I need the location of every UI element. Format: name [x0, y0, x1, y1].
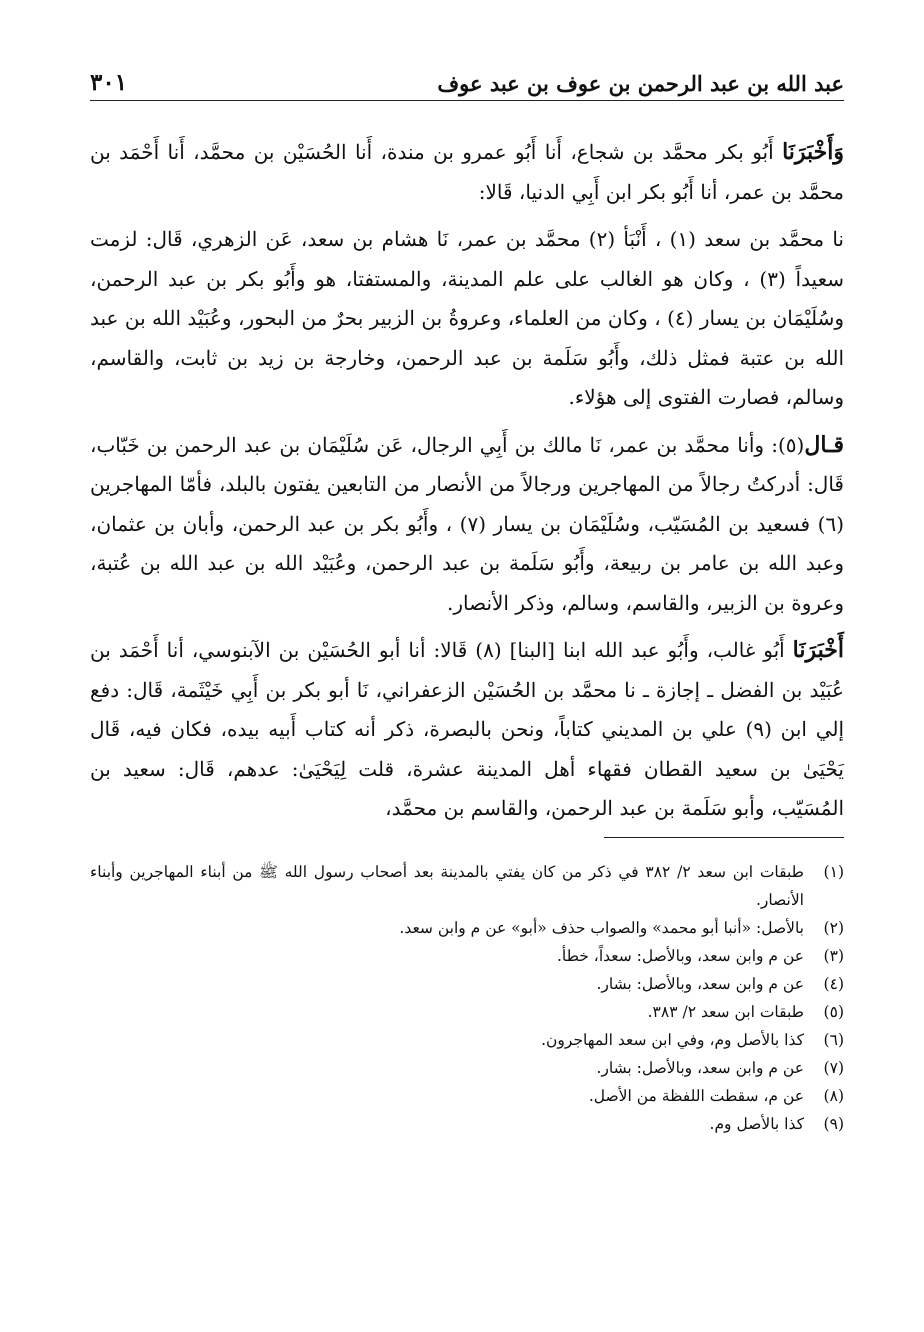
paragraph: [90, 426, 844, 624]
footnote-number: (٣): [823, 946, 844, 965]
footnote-number: (٤): [823, 974, 844, 993]
paragraph-lead: وَأَخْبَرَنَا: [782, 139, 845, 165]
paragraph-text: (٥): وأنا محمَّد بن عمر، نَا مالك بن أَبِي الرجال، عَن سُلَيْمَان بن عبد الرحمن بن خَبّاب، قَال: أدركتُ رجالاً من المهاجرين ورجالاً من الأنصار من التابعين يفتون بالبلد، فأمّا المهاجرين (٦) فسعيد بن المُسَيّب، وسُلَيْمَان بن يسار (٧) ، وأَبُو بكر بن عبد الرحمن، وأبان بن عثمان، وعبد الله بن عامر بن ربيعة، وأَبُو سَلَمة بن عبد الرحمن، وعُبَيْد الله بن عبد الله بن عُتبة، وعروة بن الزبير، والقاسم، وسالم، وذكر الأنصار.: [90, 432, 845, 615]
footnote-number: (٢): [823, 918, 844, 937]
footnote-number: (٨): [823, 1086, 844, 1105]
paragraph-text: أَبُو بكر محمَّد بن شجاع، أَنا أَبُو عمرو بن مندة، أَنا الحُسَيْن بن محمَّد، أَنا أَحْمَد بن محمَّد بن عمر، أنا أَبُو بكر ابن أَبِي الدنيا، قَالا:: [90, 140, 844, 204]
footnote-number: (٧): [823, 1058, 844, 1077]
page-number: ٣٠١: [90, 69, 128, 96]
main-text: [90, 133, 844, 829]
footnote-text: بالأصل: «أنبا أبو محمد» والصواب حذف «أبو» عن م وابن سعد.: [399, 918, 804, 937]
paragraph-lead: أَخْبَرَنَا: [792, 637, 844, 663]
footnotes-list: [90, 858, 844, 1138]
footnote-text: طبقات ابن سعد ٢/ ٣٨٣.: [647, 1002, 804, 1021]
paragraph: [90, 220, 844, 418]
footnote-text: عن م، سقطت اللفظة من الأصل.: [588, 1086, 804, 1105]
running-title: عبد الله بن عبد الرحمن بن عوف بن عبد عوف: [437, 71, 844, 96]
paragraph: [90, 133, 844, 212]
footnote: [90, 942, 844, 970]
footnote: [90, 1110, 844, 1138]
footnote: [90, 970, 844, 998]
page-header: [90, 52, 844, 101]
footnote: [90, 914, 844, 942]
paragraph-text: أَبُو غالب، وأَبُو عبد الله ابنا [البنا] (٨) قَالا: أنا أبو الحُسَيْن بن الآبنوسي، أنا أَحْمَد بن عُبَيْد بن الفضل ـ إجازة ـ نا محمَّد بن الحُسَيْن الزعفراني، نَا أبو بكر بن أَبِي خَيْثَمة، قَال: دفع إلي ابن (٩) علي بن المديني كتاباً، ونحن بالبصرة، ذكر أنه كتاب أَبيه بيده، فكان فيه، قَال يَحْيَىٰ بن سعيد القطان فقهاء أهل المدينة عشرة، قلت لِيَحْيَىٰ: عدهم، قَال: سعيد بن المُسَيّب، وأبو سَلَمة بن عبد الرحمن، والقاسم بن محمَّد،: [90, 638, 845, 820]
footnote-text: كذا بالأصل وم، وفي ابن سعد المهاجرون.: [541, 1030, 804, 1049]
footnote-number: (٥): [823, 1002, 844, 1021]
footnote-text: عن م وابن سعد، وبالأصل: بشار.: [596, 974, 804, 993]
footnote: [90, 998, 844, 1026]
book-page: [90, 52, 844, 1138]
footnote-text: عن م وابن سعد، وبالأصل: سعداً، خطأ.: [556, 946, 804, 965]
footnote: [90, 858, 844, 914]
footnote: [90, 1054, 844, 1082]
paragraph-lead: قـال: [804, 431, 844, 458]
footnote-divider: [604, 837, 844, 838]
paragraph-text: نا محمَّد بن سعد (١) ، أَنْبَأ (٢) محمَّد بن عمر، نَا هشام بن سعد، عَن الزهري، قَال: لزمت سعيداً (٣) ، وكان هو الغالب على علم المدينة، والمستفتا، هو وأَبُو بكر بن عبد الرحمن، وسُلَيْمَان بن يسار (٤) ، وكان من العلماء، وعروةُ بن الزبير بحرٌ من البحور، وعُبَيْد الله بن عبد الله بن عتبة فمثل ذلك، وأَبُو سَلَمة بن عبد الرحمن، وخارجة بن زيد بن ثابت، والقاسم، وسالم، فصارت الفتوى إلى هؤلاء.: [90, 227, 845, 409]
footnote-number: (٦): [823, 1030, 844, 1049]
footnote-number: (١): [823, 862, 844, 881]
footnote: [90, 1026, 844, 1054]
footnote-text: كذا بالأصل وم.: [709, 1114, 804, 1133]
paragraph: [90, 631, 844, 829]
footnote-text: عن م وابن سعد، وبالأصل: بشار.: [596, 1058, 804, 1077]
footnote-number: (٩): [823, 1114, 844, 1133]
footnote-text: طبقات ابن سعد ٢/ ٣٨٢ في ذكر من كان يفتي بالمدينة بعد أصحاب رسول الله ﷺ من أبناء المهاجرين وأبناء الأنصار.: [90, 862, 804, 909]
footnote: [90, 1082, 844, 1110]
